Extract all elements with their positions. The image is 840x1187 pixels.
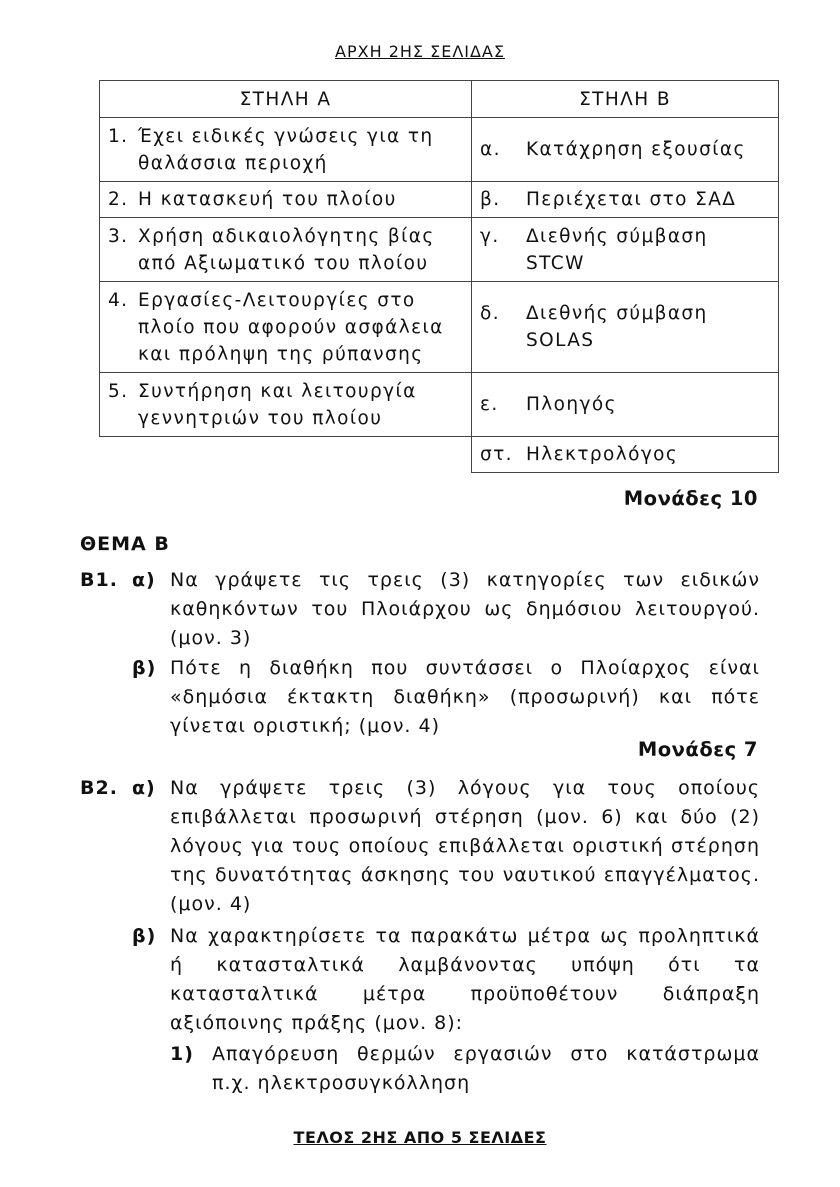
item-letter: δ.	[480, 303, 500, 324]
column-a-cell	[100, 118, 472, 182]
matching-table	[99, 80, 779, 473]
item-text: Εργασίες-Λειτουργίες στο πλοίο που αφορούν ασφάλεια και πρόληψη της ρύπανσης	[138, 289, 444, 365]
question-number: Β2.	[80, 777, 118, 799]
column-b-cell	[472, 182, 779, 218]
column-a-cell	[100, 218, 472, 282]
column-b-cell	[472, 282, 779, 373]
item-text: Χρήση αδικαιολόγητης βίας από Αξιωματικό του πλοίου	[138, 225, 435, 274]
item-text: Κατάχρηση εξουσίας	[526, 139, 746, 160]
item-text: Διεθνής σύμβαση STCW	[526, 225, 708, 274]
column-b-header: ΣΤΗΛΗ Β	[472, 81, 779, 118]
item-text: Συντήρηση και λειτουργία γεννητριών του πλοίου	[138, 380, 417, 429]
sub-question-label: α)	[132, 777, 156, 799]
item-text: Έχει ειδικές γνώσεις για τη θαλάσσια περιοχή	[138, 125, 434, 174]
list-item-number: 1)	[170, 1043, 194, 1065]
question-text: Να χαρακτηρίσετε τα παρακάτω μέτρα ως προληπτικά ή κατασταλτικά λαμβάνοντας υπόψη ότι τα κατασταλτικά μέτρα προϋποθέτουν διάπραξη αξιόποινης πράξης (μον. 8):	[170, 925, 760, 1034]
column-b-cell	[472, 437, 779, 473]
item-text: Πλοηγός	[526, 394, 617, 415]
column-b-cell	[472, 373, 779, 437]
item-letter: γ.	[480, 225, 500, 247]
column-a-header: ΣΤΗΛΗ Α	[100, 81, 472, 118]
item-text: Η κατασκευή του πλοίου	[138, 189, 397, 210]
column-a-cell	[100, 373, 472, 437]
empty-cell	[100, 437, 472, 473]
item-text: Περιέχεται στο ΣΑΔ	[526, 189, 737, 210]
item-text: Διεθνής σύμβαση SOLAS	[526, 303, 708, 351]
column-b-cell	[472, 118, 779, 182]
question-number: Β1.	[80, 569, 118, 591]
units-label: Μονάδες 7	[637, 738, 758, 761]
item-number: 2.	[108, 189, 129, 210]
item-text: Ηλεκτρολόγος	[526, 444, 679, 465]
question-text: Να γράψετε τρεις (3) λόγους για τους οποίους επιβάλλεται προσωρινή στέρηση (μον. 6) και δύο (2) λόγους για τους οποίους επιβάλλεται οριστική στέρηση της δυνατότητας άσκησης του ναυτικού επαγγέλματος. (μον. 4)	[170, 777, 760, 915]
item-letter: β.	[480, 189, 501, 210]
table-header-row	[100, 81, 779, 118]
table-row	[100, 118, 779, 182]
page-header: ΑΡΧΗ 2ΗΣ ΣΕΛΙΔΑΣ	[335, 42, 505, 61]
sub-question-label: β)	[132, 657, 157, 679]
section-title: ΘΕΜΑ Β	[80, 533, 170, 555]
question-text: Να γράψετε τις τρεις (3) κατηγορίες των ειδικών καθηκόντων του Πλοιάρχου ως δημόσιου λειτουργού. (μον. 3)	[170, 569, 760, 649]
table-row	[100, 182, 779, 218]
column-b-cell	[472, 218, 779, 282]
table-row	[100, 282, 779, 373]
list-item-text: Απαγόρευση θερμών εργασιών στο κατάστρωμα π.χ. ηλεκτροσυγκόλληση	[212, 1043, 760, 1094]
question-b2-b	[80, 922, 760, 1042]
item-letter: στ.	[480, 444, 513, 465]
item-letter: α.	[480, 139, 501, 160]
units-label: Μονάδες 10	[623, 487, 758, 510]
page-footer: ΤΕΛΟΣ 2ΗΣ ΑΠΟ 5 ΣΕΛΙΔΕΣ	[293, 1128, 547, 1147]
table-row	[100, 218, 779, 282]
column-a-cell	[100, 282, 472, 373]
column-a-cell	[100, 182, 472, 218]
question-b1-b	[80, 654, 760, 744]
item-letter: ε.	[480, 394, 499, 415]
question-text: Πότε η διαθήκη που συντάσσει ο Πλοίαρχος είναι «δημόσια έκτακτη διαθήκη» (προσωρινή) και πότε γίνεται οριστική; (μον. 4)	[170, 657, 760, 737]
item-number: 4.	[108, 289, 129, 311]
item-number: 1.	[108, 125, 129, 147]
item-number: 5.	[108, 380, 129, 402]
measure-item-1	[80, 1040, 760, 1100]
table-row	[100, 437, 779, 473]
item-number: 3.	[108, 225, 129, 247]
table-row	[100, 373, 779, 437]
question-b2-a	[80, 774, 760, 919]
question-b1-a	[80, 566, 760, 656]
sub-question-label: α)	[132, 569, 156, 591]
sub-question-label: β)	[132, 925, 157, 947]
